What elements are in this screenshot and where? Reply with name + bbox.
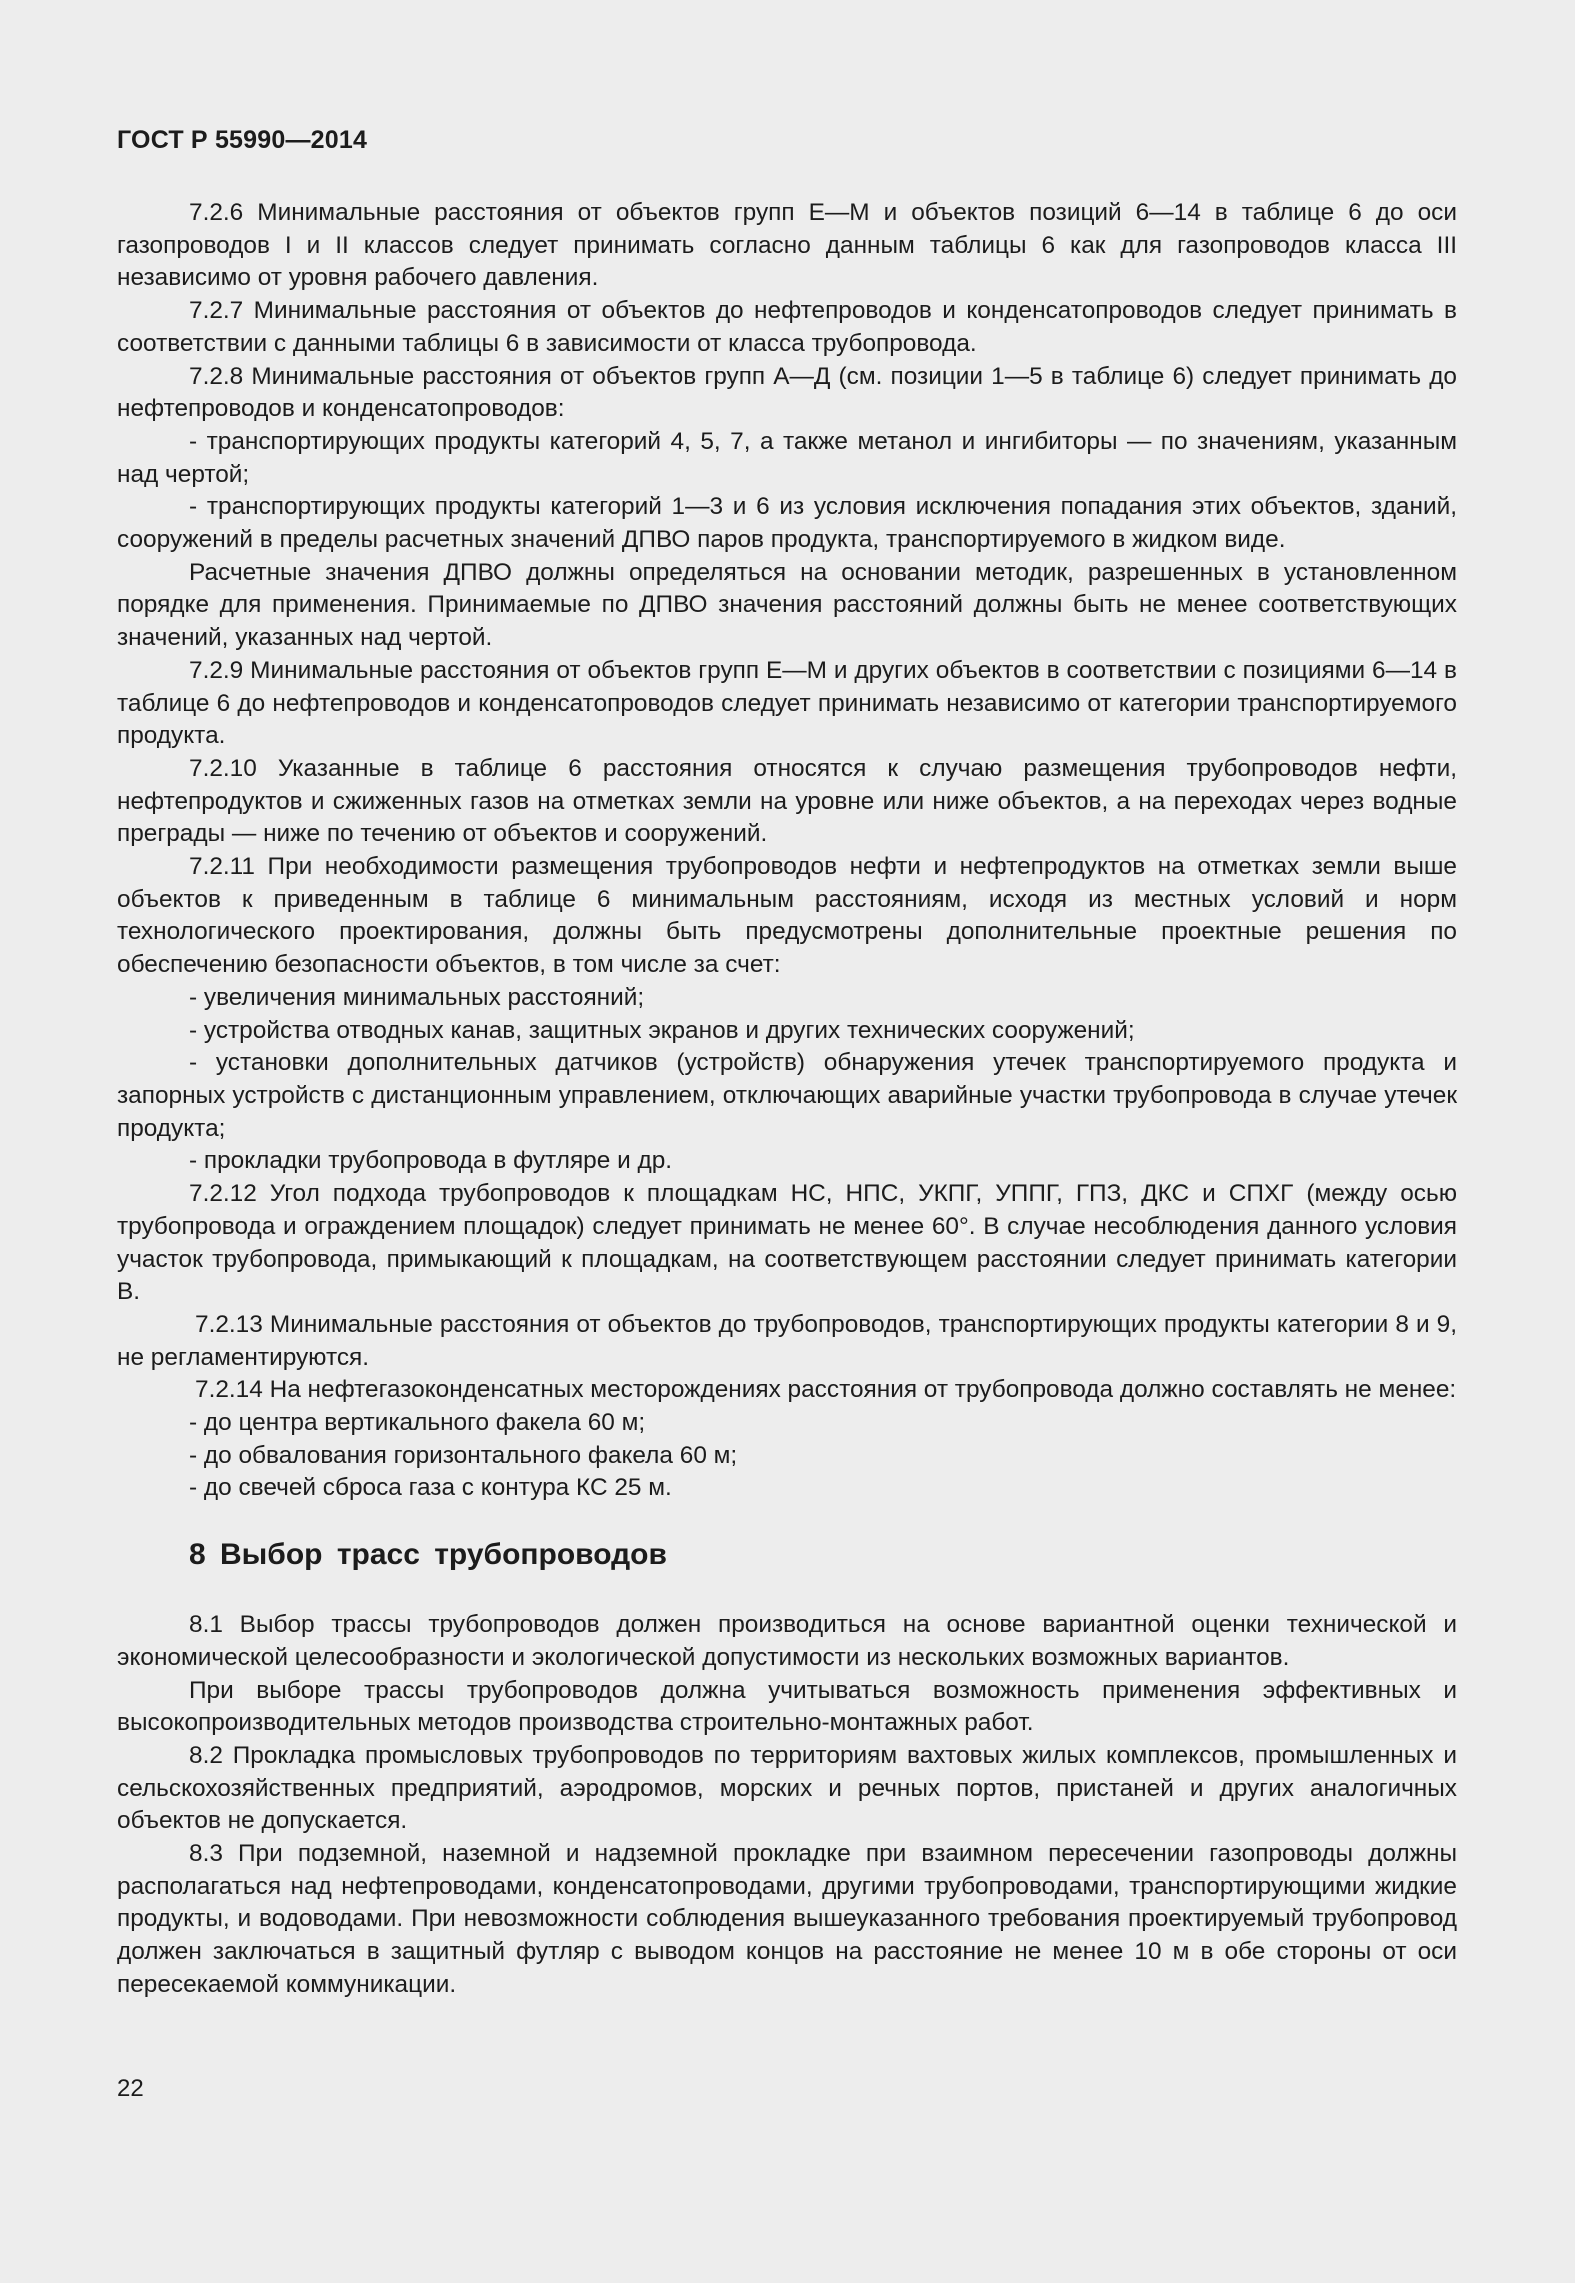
page-number: 22 <box>117 2075 144 2102</box>
paragraph-dpvo: Расчетные значения ДПВО должны определяться на основании методик, разрешенных в установленном порядке для применения. Принимаемые по ДПВО значения расстояний должны быть не менее соответствующих значений, указанных над чертой. <box>117 558 1457 652</box>
section-heading: 8 Выбор трасс трубопроводов <box>189 1538 667 1572</box>
list-item: - увеличения минимальных расстояний; <box>189 983 645 1011</box>
paragraph-7-2-8: 7.2.8 Минимальные расстояния от объектов групп А—Д (см. позиции 1—5 в таблице 6) следует принимать до нефтепроводов и конденсатопроводов: <box>117 362 1457 423</box>
paragraph-8-1-cont: При выборе трассы трубопроводов должна учитываться возможность применения эффективных и высокопроизводительных методов производства строительно-монтажных работ. <box>117 1676 1457 1737</box>
list-item: - установки дополнительных датчиков (устройств) обнаружения утечек транспортируемого продукта и запорных устройств с дистанционным управлением, отключающих аварийные участки трубопровода в случае утечек продукта; <box>117 1049 1457 1142</box>
list-item: - до свечей сброса газа с контура КС 25 м. <box>189 1474 672 1502</box>
list-item: - устройства отводных канав, защитных экранов и других технических сооружений; <box>189 1016 1135 1044</box>
list-item: - до обвалования горизонтального факела 60 м; <box>189 1441 738 1469</box>
paragraph-7-2-13: 7.2.13 Минимальные расстояния от объектов до трубопроводов, транспортирующих продукты категории 8 и 9, не регламентируются. <box>117 1310 1457 1371</box>
document-header: ГОСТ Р 55990—2014 <box>117 126 368 154</box>
list-item: - прокладки трубопровода в футляре и др. <box>189 1147 673 1175</box>
paragraph-7-2-11: 7.2.11 При необходимости размещения трубопроводов нефти и нефтепродуктов на отметках земли выше объектов к приведенным в таблице 6 минимальным расстояниям, исходя из местных условий и норм технологического проектирования, должны быть предусмотрены дополнительные проектные решения по обеспечению безопасности объектов, в том числе за счет: <box>117 853 1457 979</box>
list-item: - до центра вертикального факела 60 м; <box>189 1409 646 1437</box>
paragraph-7-2-9: 7.2.9 Минимальные расстояния от объектов групп Е—М и других объектов в соответствии с позициями 6—14 в таблице 6 до нефтепроводов и конденсатопроводов следует принимать независимо от категории транспортируемого продукта. <box>117 656 1457 750</box>
paragraph-8-3: 8.3 При подземной, наземной и надземной прокладке при взаимном пересечении газопроводы должны располагаться над нефтепроводами, конденсатопроводами, другими трубопроводами, транспортирующими жидкие продукты, и водоводами. При невозможности соблюдения вышеуказанного требования проектируемый трубопровод должен заключаться в защитный футляр с выводом концов на расстояние не менее 10 м в обе стороны от оси пересекаемой коммуникации. <box>117 1840 1457 1998</box>
paragraph-7-2-14: 7.2.14 На нефтегазоконденсатных месторождениях расстояния от трубопровода должно составлять не менее: <box>195 1376 1457 1404</box>
list-item: - транспортирующих продукты категорий 4, 5, 7, а также метанол и ингибиторы — по значениям, указанным над чертой; <box>117 427 1457 488</box>
paragraph-7-2-6: 7.2.6 Минимальные расстояния от объектов групп Е—М и объектов позиций 6—14 в таблице 6 до оси газопроводов I и II классов следует принимать согласно данным таблицы 6 как для газопроводов класса III независимо от уровня рабочего давления. <box>117 199 1457 292</box>
paragraph-7-2-7: 7.2.7 Минимальные расстояния от объектов до нефтепроводов и конденсатопроводов следует принимать в соответствии с данными таблицы 6 в зависимости от класса трубопровода. <box>117 297 1457 357</box>
document-body <box>117 197 1457 2002</box>
paragraph-8-2: 8.2 Прокладка промысловых трубопроводов по территориям вахтовых жилых комплексов, промышленных и сельскохозяйственных предприятий, аэродромов, морских и речных портов, пристаней и других аналогичных объектов не допускается. <box>117 1741 1457 1835</box>
list-item: - транспортирующих продукты категорий 1—3 и 6 из условия исключения попадания этих объектов, зданий, сооружений в пределы расчетных значений ДПВО паров продукта, транспортируемого в жидком виде. <box>117 493 1457 554</box>
paragraph-7-2-12: 7.2.12 Угол подхода трубопроводов к площадкам НС, НПС, УКПГ, УППГ, ГПЗ, ДКС и СПХГ (между осью трубопровода и ограждением площадок) следует принимать не менее 60°. В случае несоблюдения данного условия участок трубопровода, примыкающий к площадкам, на соответствующем расстоянии следует принимать категории В. <box>117 1180 1457 1306</box>
paragraph-7-2-10: 7.2.10 Указанные в таблице 6 расстояния относятся к случаю размещения трубопроводов нефти, нефтепродуктов и сжиженных газов на отметках земли на уровне или ниже объектов, а на переходах через водные преграды — ниже по течению от объектов и сооружений. <box>117 754 1457 848</box>
paragraph-8-1: 8.1 Выбор трассы трубопроводов должен производиться на основе вариантной оценки технической и экономической целесообразности и экологической допустимости из нескольких возможных вариантов. <box>117 1611 1457 1671</box>
